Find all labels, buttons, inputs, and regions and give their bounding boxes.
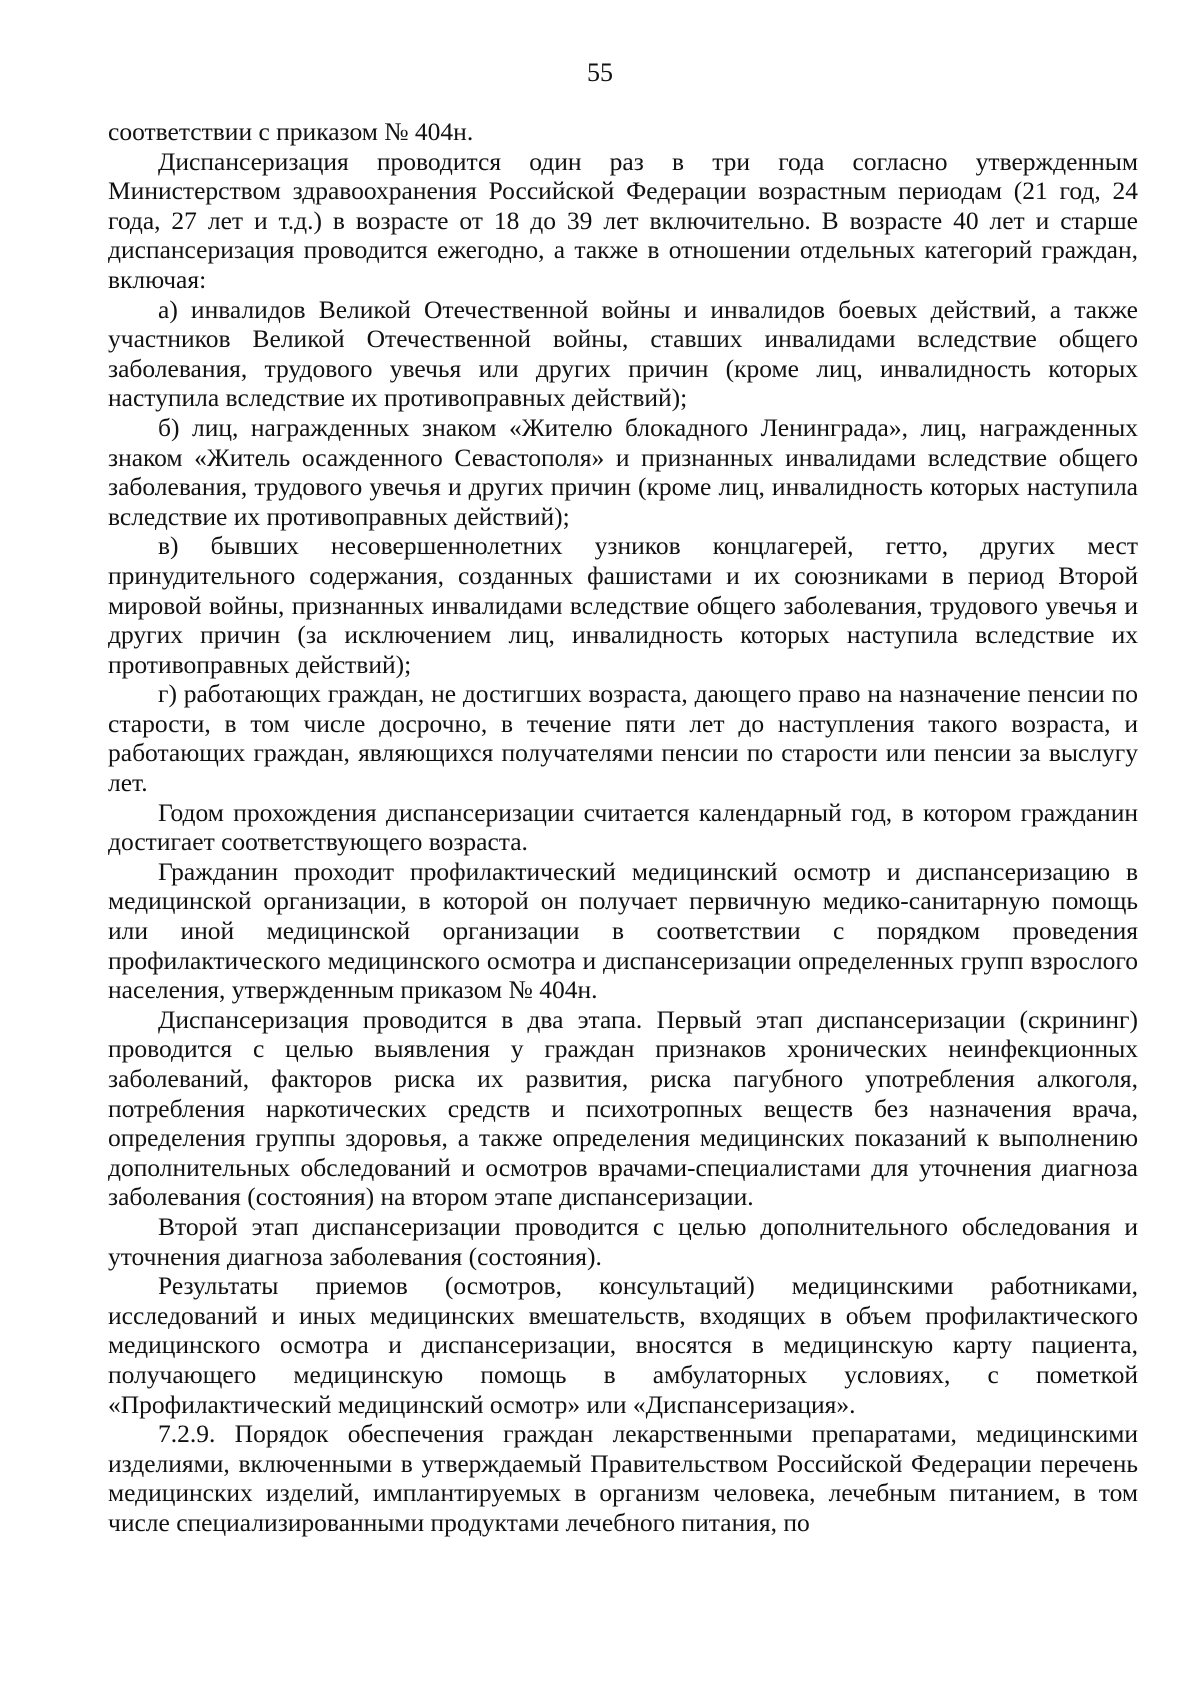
paragraph-dispanserization-periods: Диспансеризация проводится один раз в три года согласно утвержденным Министерством здравоохранения Российской Федерации возрастным периодам (21 год, 24 года, 27 лет и т.д.) в возрасте от 18 до 39 лет включительно. В возрасте 40 лет и старше диспансеризация проводится ежегодно, а также в отношении отдельных категорий граждан, включая: bbox=[108, 146, 1138, 294]
paragraph-two-stages: Диспансеризация проводится в два этапа. Первый этап диспансеризации (скрининг) проводится с целью выявления у граждан признаков хронических неинфекционных заболеваний, факторов риска их развития, риска пагубного употребления алкоголя, потребления наркотических средств и психотропных веществ без назначения врача, определения группы здоровья, а также определения медицинских показаний к выполнению дополнительных обследований и осмотров врачами-специалистами для уточнения диагноза заболевания (состояния) на втором этапе диспансеризации. bbox=[108, 1004, 1138, 1212]
paragraph-year-of-passage: Годом прохождения диспансеризации считается календарный год, в котором гражданин достигает соответствующего возраста. bbox=[108, 797, 1138, 857]
page-number: 55 bbox=[587, 58, 613, 87]
paragraph-results: Результаты приемов (осмотров, консультаций) медицинскими работниками, исследований и иных медицинских вмешательств, входящих в объем профилактического медицинского осмотра и диспансеризации, вносятся в медицинскую карту пациента, получающего медицинскую помощь в амбулаторных условиях, с пометкой «Профилактический медицинский осмотр» или «Диспансеризация». bbox=[108, 1271, 1138, 1419]
paragraph-continuation: соответствии с приказом № 404н. bbox=[108, 117, 474, 146]
paragraph-second-stage: Второй этап диспансеризации проводится с целью дополнительного обследования и уточнения диагноза заболевания (состояния). bbox=[108, 1211, 1138, 1271]
paragraph-section-7-2-9: 7.2.9. Порядок обеспечения граждан лекарственными препаратами, медицинскими изделиями, включенными в утверждаемый Правительством Российской Федерации перечень медицинских изделий, имплантируемых в организм человека, лечебным питанием, в том числе специализированными продуктами лечебного питания, по bbox=[108, 1419, 1138, 1537]
paragraph-item-a: а) инвалидов Великой Отечественной войны и инвалидов боевых действий, а также участников Великой Отечественной войны, ставших инвалидами вследствие общего заболевания, трудового увечья или других причин (кроме лиц, инвалидность которых наступила вследствие их противоправных действий); bbox=[108, 294, 1138, 413]
paragraph-item-g: г) работающих граждан, не достигших возраста, дающего право на назначение пенсии по старости, в том числе досрочно, в течение пяти лет до наступления такого возраста, и работающих граждан, являющихся получателями пенсии по старости или пенсии за выслугу лет. bbox=[108, 679, 1138, 798]
paragraph-item-v: в) бывших несовершеннолетних узников концлагерей, гетто, других мест принудительного содержания, созданных фашистами и их союзниками в период Второй мировой войны, признанных инвалидами вследствие общего заболевания, трудового увечья и других причин (за исключением лиц, инвалидность которых наступила вследствие их противоправных действий); bbox=[108, 531, 1138, 679]
paragraph-item-b: б) лиц, награжденных знаком «Жителю блокадного Ленинграда», лиц, награжденных знаком «Житель осажденного Севастополя» и признанных инвалидами вследствие общего заболевания, трудового увечья и других причин (кроме лиц, инвалидность которых наступила вследствие их противоправных действий); bbox=[108, 412, 1138, 531]
paragraph-where-examined: Гражданин проходит профилактический медицинский осмотр и диспансеризацию в медицинской организации, в которой он получает первичную медико-санитарную помощь или иной медицинской организации в соответствии с порядком проведения профилактического медицинского осмотра и диспансеризации определенных групп взрослого населения, утвержденным приказом № 404н. bbox=[108, 856, 1138, 1005]
document-body bbox=[108, 117, 1138, 1538]
